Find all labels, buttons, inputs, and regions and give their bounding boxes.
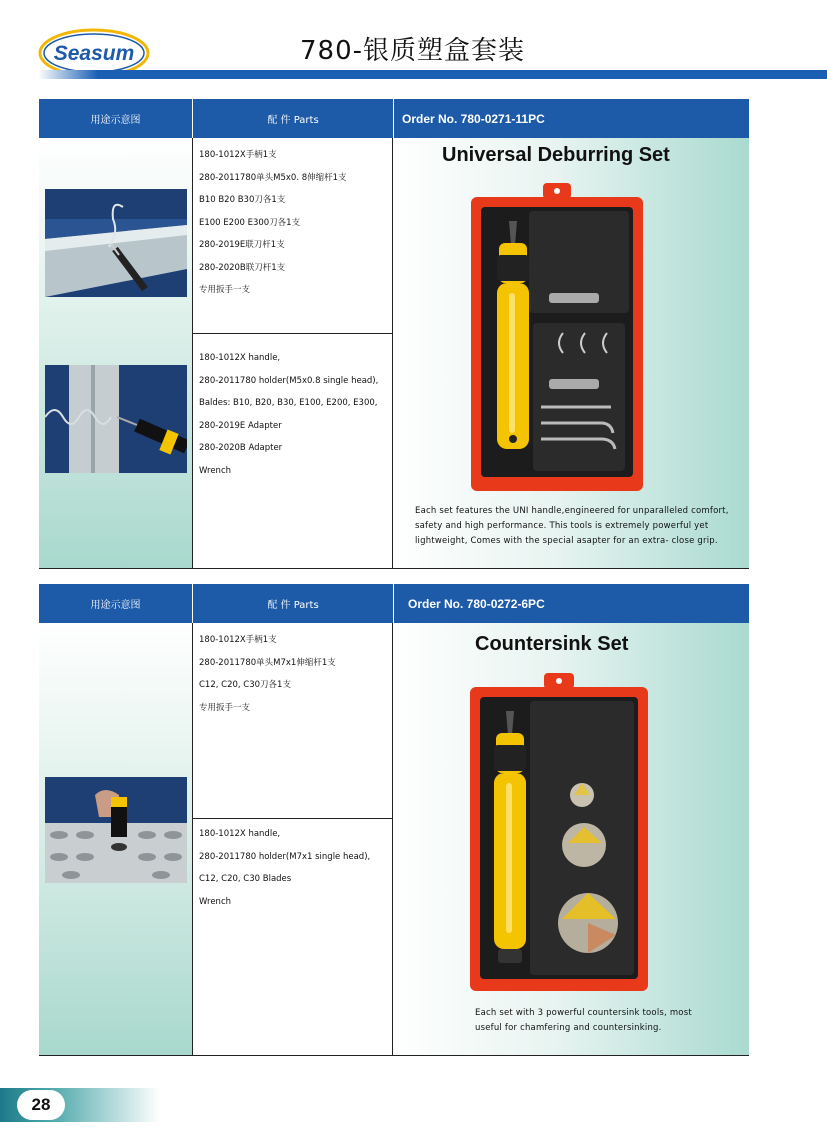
- parts-column: [192, 623, 393, 1056]
- description-line: Each set features the UNI handle,engineered for unparalleled comfort,: [415, 506, 729, 516]
- description-line: safety and high performance. This tools is extremely powerful yet: [415, 521, 709, 531]
- header-bar: [40, 70, 827, 79]
- parts-list-en: [199, 829, 370, 919]
- header-parts: 配 件 Parts: [192, 99, 393, 138]
- list-item: 专用扳手一支: [199, 702, 251, 713]
- list-item: 280-2020B联刀杆1支: [199, 262, 286, 273]
- list-item: 180-1012X手柄1支: [199, 150, 277, 160]
- list-item: C12, C20, C30刀各1支: [199, 680, 291, 690]
- table-bottom-border: [39, 568, 749, 569]
- parts-column: [192, 138, 393, 569]
- product-panel: [393, 138, 749, 569]
- header-parts: 配 件 Parts: [192, 584, 393, 623]
- header-order-number: Order No. 780-0272-6PC: [393, 584, 749, 623]
- description-line: Each set with 3 powerful countersink tools, most: [475, 1008, 692, 1018]
- page-number: 28: [17, 1090, 65, 1120]
- list-item: 180-1012X手柄1支: [199, 635, 277, 645]
- deburring-set-product-photo: [471, 183, 643, 491]
- parts-list-en: [199, 353, 378, 488]
- divider: [193, 818, 392, 819]
- header-usage: 用途示意图: [90, 600, 141, 611]
- description-line: useful for chamfering and countersinking.: [475, 1023, 662, 1033]
- usage-images: [39, 623, 192, 1056]
- list-item: 280-2019E联刀杆1支: [199, 240, 285, 250]
- list-item: 280-2011780单头M5x0. 8伸缩杆1支: [199, 172, 347, 183]
- header-usage: 用途示意图: [90, 115, 141, 126]
- list-item: C12, C20, C30 Blades: [199, 874, 292, 884]
- list-item: 280-2020B Adapter: [199, 443, 283, 453]
- divider: [193, 333, 392, 334]
- section-countersink-set: [39, 584, 749, 1056]
- list-item: 180-1012X handle,: [199, 353, 281, 363]
- usage-photo-hole-deburring: [45, 365, 187, 473]
- list-item: 280-2019E Adapter: [199, 420, 282, 431]
- usage-images: [39, 138, 192, 569]
- usage-photo-countersinking: [45, 777, 187, 883]
- list-item: E100 E200 E300刀各1支: [199, 217, 301, 228]
- usage-photo-edge-deburring: [45, 189, 187, 297]
- product-title: Countersink Set: [475, 633, 629, 655]
- table-bottom-border: [39, 1055, 749, 1056]
- list-item: 280-2011780 holder(M5x0.8 single head),: [199, 375, 379, 386]
- section-deburring-set: [39, 99, 749, 569]
- list-item: Wrench: [199, 465, 232, 476]
- header-order-number: Order No. 780-0271-11PC: [393, 99, 749, 138]
- logo-text: Seasum: [53, 42, 135, 65]
- product-panel: [393, 623, 749, 1056]
- description-line: lightweight, Comes with the special asapter for an extra- close grip.: [415, 536, 718, 546]
- page-title: 780-银质塑盒套装: [300, 36, 526, 66]
- list-item: 专用扳手一支: [199, 285, 251, 295]
- list-item: 280-2011780 holder(M7x1 single head),: [199, 851, 371, 862]
- table-header: [39, 584, 749, 623]
- list-item: Wrench: [199, 896, 232, 907]
- countersink-set-product-photo: [470, 673, 648, 993]
- list-item: B10 B20 B30刀各1支: [199, 195, 286, 205]
- list-item: Baldes: B10, B20, B30, E100, E200, E300,: [199, 398, 378, 408]
- list-item: 180-1012X handle,: [199, 829, 281, 839]
- parts-list-cn: [199, 148, 347, 306]
- list-item: 280-2011780单头M7x1伸缩杆1支: [199, 657, 336, 668]
- table-header: [39, 99, 749, 138]
- product-title: Universal Deburring Set: [442, 144, 670, 166]
- product-description: [475, 1006, 692, 1036]
- parts-list-cn: [199, 633, 336, 723]
- product-description: [415, 504, 729, 549]
